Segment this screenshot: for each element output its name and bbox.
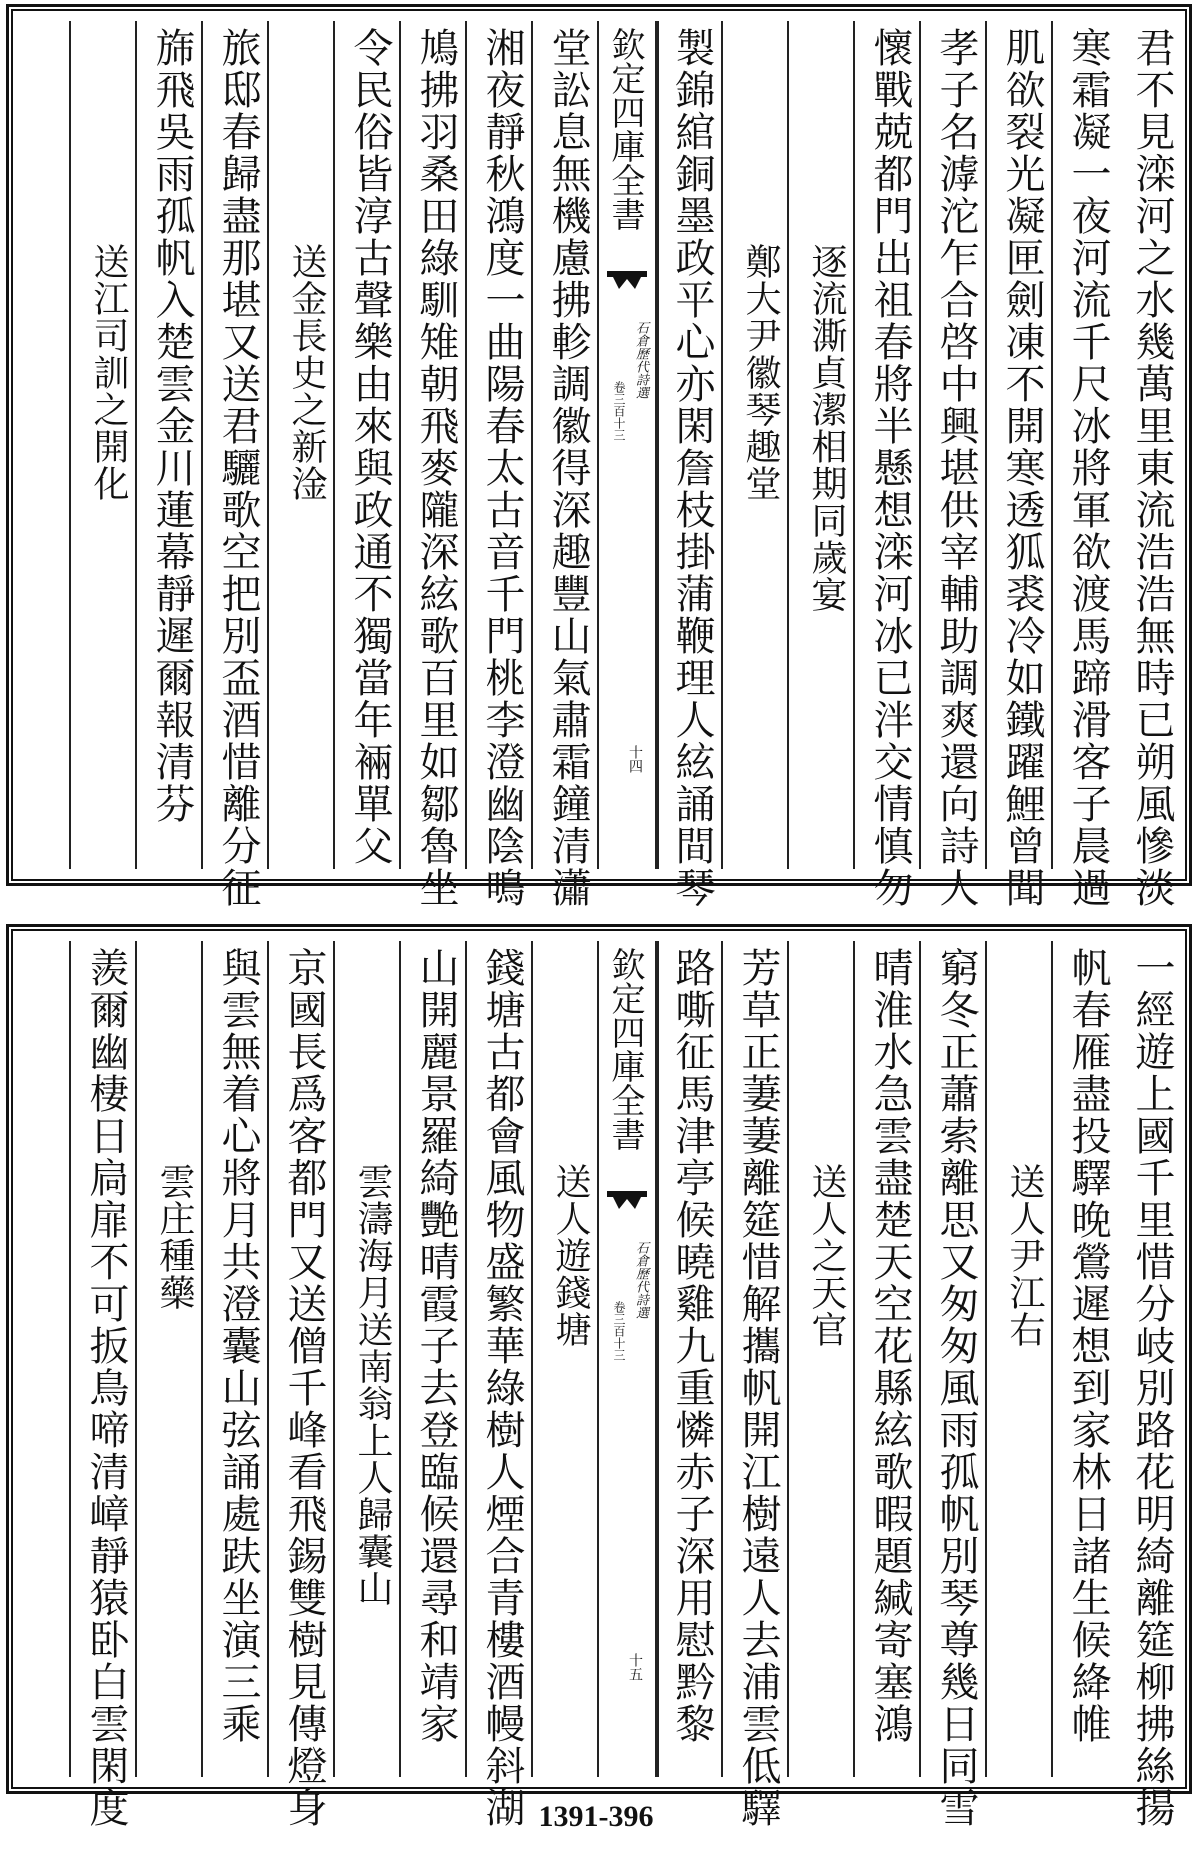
text-column xyxy=(399,941,467,1777)
text-column xyxy=(985,941,1053,1777)
text-column xyxy=(853,21,921,909)
fold-collection-title: 石倉歷代詩選 xyxy=(633,321,648,399)
fold-volume: 卷三百十三 xyxy=(612,1301,626,1361)
text-column xyxy=(721,21,789,869)
poem-line: 山開麗景羅綺艷晴霞子去登臨候還尋和靖家 xyxy=(413,947,459,1745)
text-column xyxy=(787,941,855,1777)
text-column xyxy=(465,21,533,909)
top-page xyxy=(6,4,1192,909)
text-column xyxy=(267,21,335,869)
poem-line: 帆春雁盡投驛晚鶯遲想到家林日諸生候絳帷 xyxy=(1065,947,1111,1745)
poem-title: 送人之天官 xyxy=(806,1163,847,1348)
text-column xyxy=(399,21,467,909)
text-column xyxy=(531,21,599,909)
poem-title: 送人尹江右 xyxy=(1004,1163,1045,1348)
folio-number: 十四 xyxy=(627,745,643,773)
text-column xyxy=(69,21,137,869)
poem-line: 一經遊上國千里惜分岐別路花明綺離筵柳拂絲揚 xyxy=(1129,947,1175,1829)
text-column xyxy=(201,941,269,1777)
poem-title: 逐流澌貞潔相期同歲宴 xyxy=(806,243,847,613)
poem-line: 晴淮水急雲盡楚天空花縣絃歌暇題緘寄塞鴻 xyxy=(867,947,913,1745)
fold-column xyxy=(597,941,659,1777)
poem-line: 錢塘古都會風物盛繁華綠樹人煙合青樓酒幔斜湖 xyxy=(479,947,525,1829)
poem-title: 送人遊錢塘 xyxy=(550,1163,591,1348)
text-column xyxy=(919,21,987,909)
text-column xyxy=(69,941,137,1829)
poem-line: 京國長爲客都門又送僧千峰看飛錫雙樹見傳燈身 xyxy=(281,947,327,1829)
poem-line: 路嘶征馬津亭候曉雞九重憐赤子深用慰黔黎 xyxy=(669,947,715,1745)
poem-line: 羨爾幽棲日扃扉不可扳鳥啼清嶂靜猿卧白雲閑度 xyxy=(83,947,129,1829)
poem-title: 雲濤海月送南翁上人歸囊山 xyxy=(352,1163,393,1607)
poem-title: 送江司訓之開化 xyxy=(88,243,129,502)
poem-line: 旅邸春歸盡那堪又送君驪歌空把別盃酒惜離分征 xyxy=(215,27,261,909)
poem-line: 肌欲裂光凝匣劍凍不開寒透狐裘冷如鐵躍鯉曾聞 xyxy=(999,27,1045,909)
book-title: 欽定四庫全書 xyxy=(605,947,645,1151)
text-column xyxy=(655,941,723,1777)
poem-line: 寒霜凝一夜河流千尺冰將軍欲渡馬蹄滑客子晨過 xyxy=(1065,27,1111,909)
poem-line: 湘夜靜秋鴻度一曲陽春太古音千門桃李澄幽陰鳴 xyxy=(479,27,525,909)
text-column xyxy=(531,941,599,1777)
text-column xyxy=(333,941,401,1777)
text-column xyxy=(1051,21,1119,909)
folio-number: 十五 xyxy=(627,1653,643,1681)
text-column xyxy=(333,21,401,869)
fold-volume: 卷三百十三 xyxy=(612,381,626,441)
text-column xyxy=(853,941,921,1777)
text-column xyxy=(919,941,987,1829)
text-column xyxy=(465,941,533,1829)
poem-title: 鄭大尹徽琴趣堂 xyxy=(740,243,781,502)
text-column xyxy=(201,21,269,909)
fishtail-mark-icon xyxy=(607,269,647,295)
poem-line: 孝子名滹沱乍合啓中興堪供宰輔助調爽還向詩人 xyxy=(933,27,979,909)
poem-title: 送金長史之新淦 xyxy=(286,243,327,502)
text-column xyxy=(1117,21,1183,909)
page-number: 1391-396 xyxy=(538,1800,654,1833)
poem-line: 芳草正萋萋離筵惜解攜帆開江樹遠人去浦雲低驛 xyxy=(735,947,781,1829)
text-column xyxy=(985,21,1053,909)
text-column xyxy=(721,941,789,1829)
poem-line: 君不見滦河之水幾萬里東流浩浩無時已朔風慘淡 xyxy=(1129,27,1175,909)
poem-line: 堂訟息無機慮拂軫調徽得深趣豐山氣肅霜鐘清瀟 xyxy=(545,27,591,909)
text-column xyxy=(655,21,723,909)
text-column xyxy=(1117,941,1183,1829)
fishtail-mark-icon xyxy=(607,1189,647,1215)
text-column xyxy=(267,941,335,1829)
text-column xyxy=(135,941,203,1777)
text-column xyxy=(135,21,203,869)
poem-line: 與雲無着心將月共澄囊山弦誦處趺坐演三乘 xyxy=(215,947,261,1745)
poem-line: 鳩拂羽桑田綠馴雉朝飛麥隴深絃歌百里如鄒魯坐 xyxy=(413,27,459,909)
fold-collection-title: 石倉歷代詩選 xyxy=(633,1241,648,1319)
poem-line: 旆飛吳雨孤帆入楚雲金川蓮幕靜遲爾報清芬 xyxy=(149,27,195,825)
poem-title: 雲庄種藥 xyxy=(154,1163,195,1311)
text-column xyxy=(787,21,855,869)
fold-column xyxy=(597,21,659,869)
poem-line: 製錦綰銅墨政平心亦閑詹枝掛蒲鞭理人絃誦間琴 xyxy=(669,27,715,909)
text-column xyxy=(1051,941,1119,1777)
poem-line: 懷戰兢都門出祖春將半懸想滦河冰已泮交情慎勿 xyxy=(867,27,913,909)
poem-line: 令民俗皆淳古聲樂由來與政通不獨當年裲單父 xyxy=(347,27,393,867)
book-title: 欽定四庫全書 xyxy=(605,27,645,231)
poem-line: 窮冬正蕭索離思又匆匆風雨孤帆別琴尊幾日同雪 xyxy=(933,947,979,1829)
